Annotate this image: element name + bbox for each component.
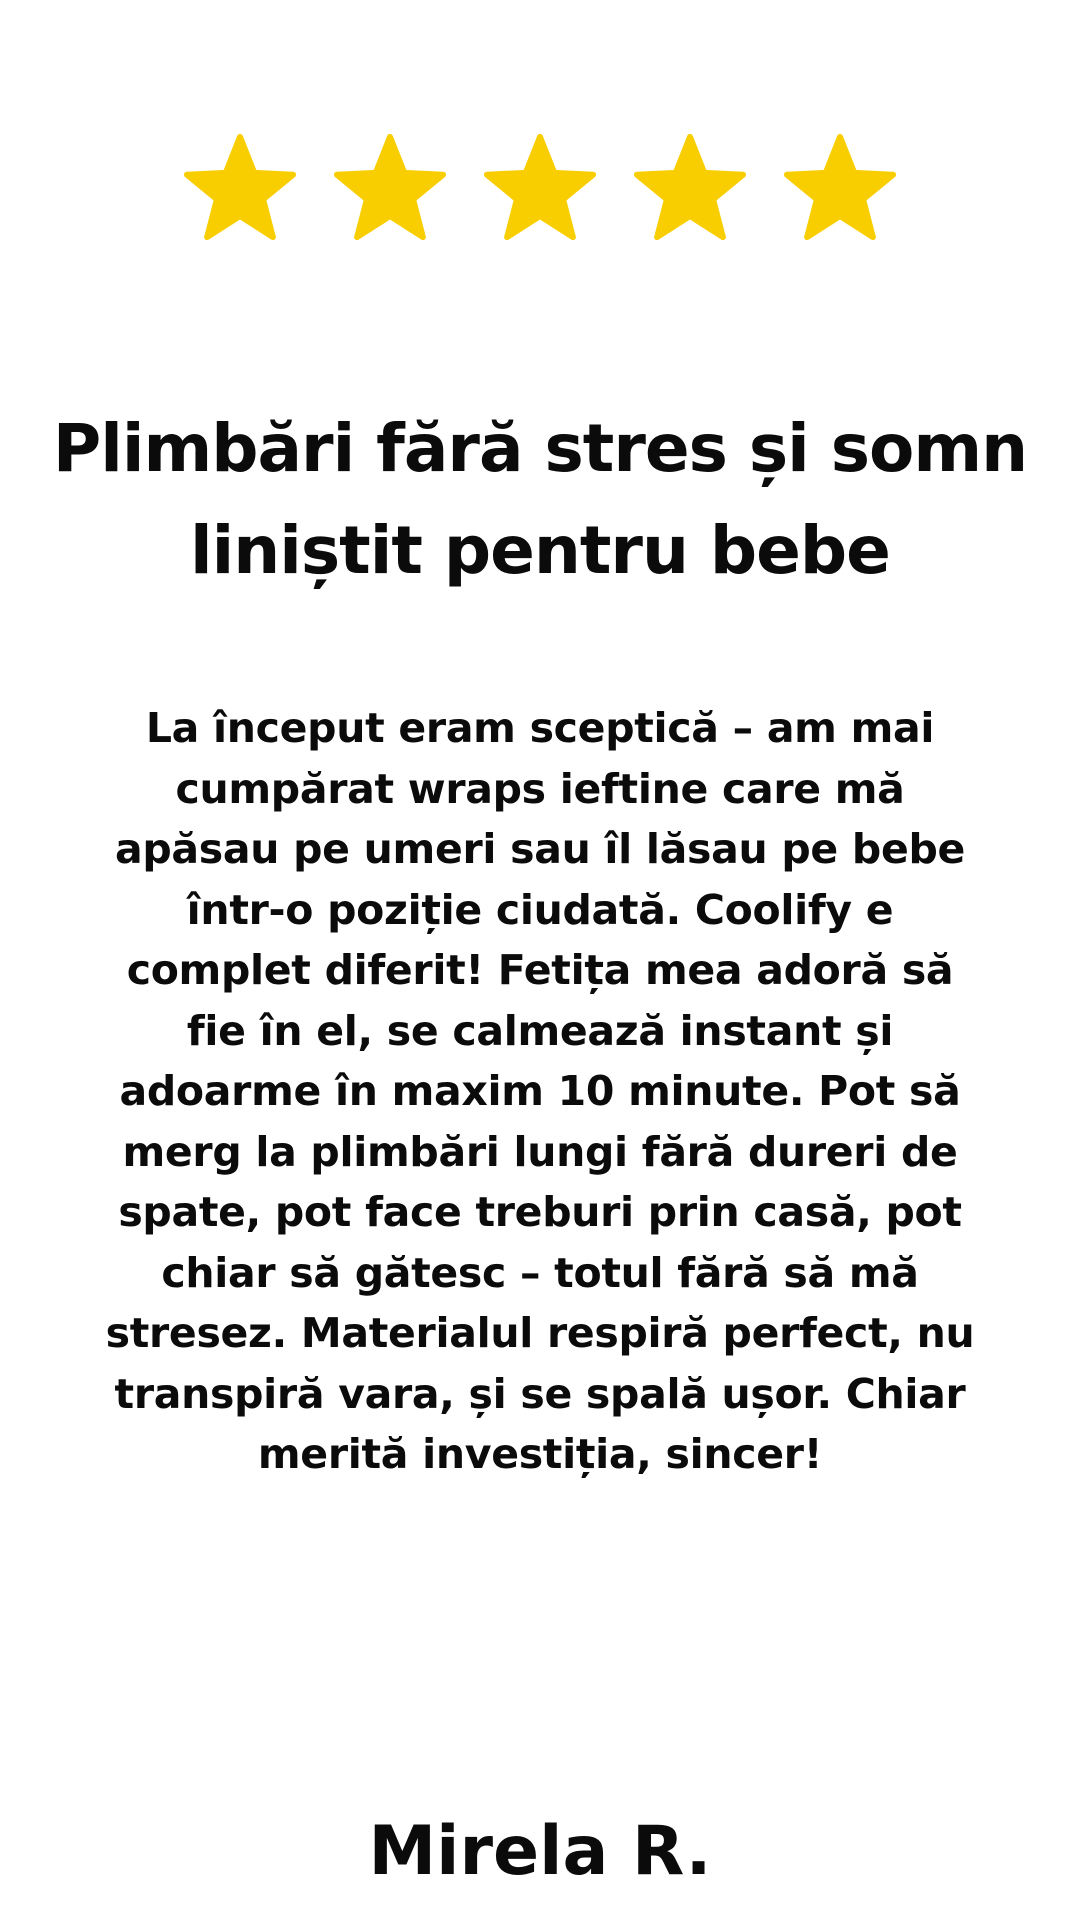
star-rating xyxy=(0,132,1080,246)
reviewer-name: Mirela R. xyxy=(368,1812,712,1891)
star-icon xyxy=(331,132,449,246)
review-text: La început eram sceptică – am mai cumpărat wraps ieftine care mă apăsau pe umeri sau îl lăsau pe bebe într-o poziție ciudată. Coolify e complet diferit! Fetița mea adoră să fie în el, se calmează instant și adoarme în maxim 10 minute. Pot să merg la plimbări lungi fără dureri de spate, pot face treburi prin casă, pot chiar să gătesc – totul fără să mă stresez. Materialul respiră perfect, nu transpiră vara, și se spală ușor. Chiar merită investiția, sincer! xyxy=(105,704,975,1478)
star-icon xyxy=(781,132,899,246)
review-title: Plimbări fără stres și somn liniștit pentru bebe xyxy=(52,410,1028,589)
star-icon xyxy=(181,132,299,246)
star-icon xyxy=(481,132,599,246)
star-icon xyxy=(631,132,749,246)
